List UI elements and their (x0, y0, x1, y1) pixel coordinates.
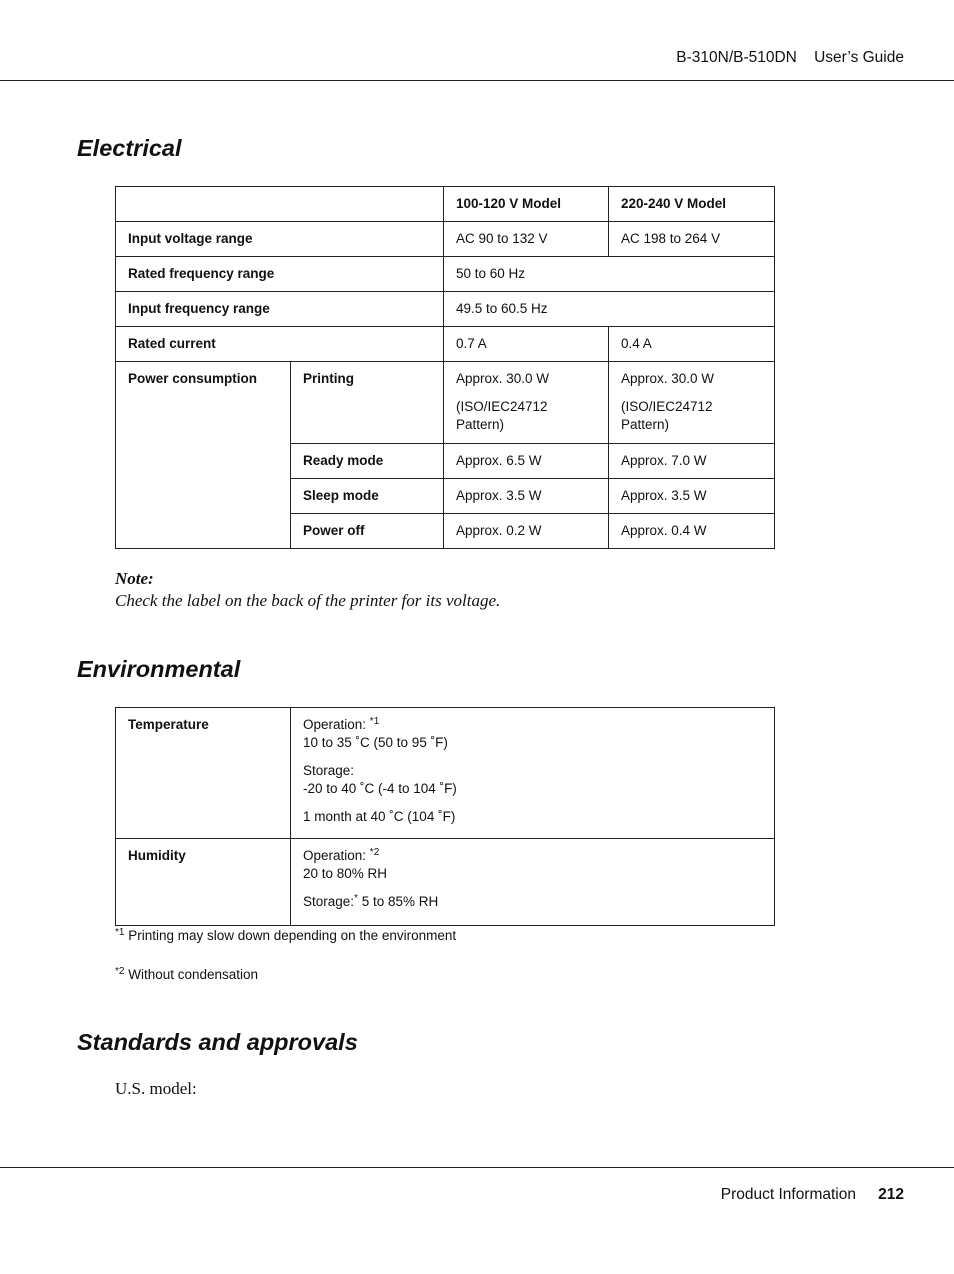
power-off-220v: Approx. 0.4 W (609, 514, 775, 549)
temperature-operation-label: Operation: (303, 717, 370, 732)
environmental-heading: Environmental (77, 656, 241, 682)
row-label-rated-frequency: Rated frequency range (116, 257, 444, 292)
header-guide: User’s Guide (814, 49, 904, 66)
row-label-power-off: Power off (291, 514, 444, 549)
footnote-2 (115, 967, 258, 982)
footer-rule (0, 1167, 954, 1168)
column-header-220v: 220-240 V Model (609, 187, 775, 222)
printing-220v-note: (ISO/IEC24712 Pattern) (621, 399, 713, 432)
footnote-ref-1: *1 (369, 716, 380, 727)
table-row (116, 292, 775, 327)
temperature-values (291, 708, 775, 839)
footnote-ref-2: *2 (369, 847, 380, 858)
input-frequency-value: 49.5 to 60.5 Hz (444, 292, 775, 327)
printing-220v-value: Approx. 30.0 W (621, 371, 715, 386)
table-row (116, 708, 775, 839)
row-label-rated-current: Rated current (116, 327, 444, 362)
rated-current-220v: 0.4 A (609, 327, 775, 362)
row-label-power-consumption: Power consumption (116, 362, 291, 549)
humidity-storage (303, 893, 762, 911)
table-row (116, 839, 775, 926)
us-model-text: U.S. model: (115, 1079, 197, 1098)
table-row (116, 327, 775, 362)
row-label-sleep-mode: Sleep mode (291, 479, 444, 514)
temperature-storage (303, 762, 762, 798)
rated-frequency-value: 50 to 60 Hz (444, 257, 775, 292)
printing-100v-value: Approx. 30.0 W (456, 371, 550, 386)
input-voltage-220v: AC 198 to 264 V (609, 222, 775, 257)
column-header-100v: 100-120 V Model (444, 187, 609, 222)
printing-100v (444, 362, 609, 444)
row-label-ready-mode: Ready mode (291, 444, 444, 479)
footnote-ref-star: * (354, 893, 358, 904)
footer-section: Product Information (720, 1186, 856, 1203)
temperature-storage-extra: 1 month at 40 ˚C (104 ˚F) (303, 809, 456, 824)
temperature-operation-value: 10 to 35 ˚C (50 to 95 ˚F) (303, 735, 448, 750)
row-label-input-frequency: Input frequency range (116, 292, 444, 327)
footnote-mark: *2 (115, 966, 125, 977)
printing-100v-note: (ISO/IEC24712 Pattern) (456, 399, 548, 432)
electrical-table (115, 186, 775, 549)
row-label-temperature: Temperature (116, 708, 291, 839)
footnote-mark: *1 (115, 927, 125, 938)
ready-mode-220v: Approx. 7.0 W (609, 444, 775, 479)
footnote-text: Printing may slow down depending on the environment (124, 928, 457, 943)
electrical-heading: Electrical (77, 135, 182, 161)
header-rule (0, 80, 954, 81)
humidity-storage-value: 5 to 85% RH (357, 894, 439, 909)
footnote-1 (115, 928, 456, 943)
humidity-operation-value: 20 to 80% RH (303, 866, 388, 881)
input-voltage-100v: AC 90 to 132 V (444, 222, 609, 257)
power-off-100v: Approx. 0.2 W (444, 514, 609, 549)
table-row (116, 362, 775, 444)
header-model: B-310N/B-510DN (676, 49, 797, 66)
standards-heading: Standards and approvals (77, 1029, 358, 1055)
printing-220v (609, 362, 775, 444)
humidity-operation (303, 847, 762, 883)
sleep-mode-220v: Approx. 3.5 W (609, 479, 775, 514)
row-label-input-voltage: Input voltage range (116, 222, 444, 257)
note-title: Note: (115, 569, 154, 588)
temperature-storage-label: Storage: (303, 763, 355, 778)
temperature-storage-value: -20 to 40 ˚C (-4 to 104 ˚F) (303, 781, 457, 796)
table-row (116, 222, 775, 257)
note-body: Check the label on the back of the printer for its voltage. (115, 591, 501, 610)
table-row (116, 187, 775, 222)
temperature-operation (303, 716, 762, 752)
sleep-mode-100v: Approx. 3.5 W (444, 479, 609, 514)
table-cell-empty (116, 187, 444, 222)
running-header (676, 49, 904, 67)
environmental-table (115, 707, 775, 926)
row-label-humidity: Humidity (116, 839, 291, 926)
ready-mode-100v: Approx. 6.5 W (444, 444, 609, 479)
row-label-printing: Printing (291, 362, 444, 444)
humidity-values (291, 839, 775, 926)
rated-current-100v: 0.7 A (444, 327, 609, 362)
humidity-storage-label: Storage: (303, 894, 355, 909)
humidity-operation-label: Operation: (303, 848, 370, 863)
footnote-text: Without condensation (124, 967, 259, 982)
table-row (116, 257, 775, 292)
page-number: 212 (878, 1186, 904, 1203)
